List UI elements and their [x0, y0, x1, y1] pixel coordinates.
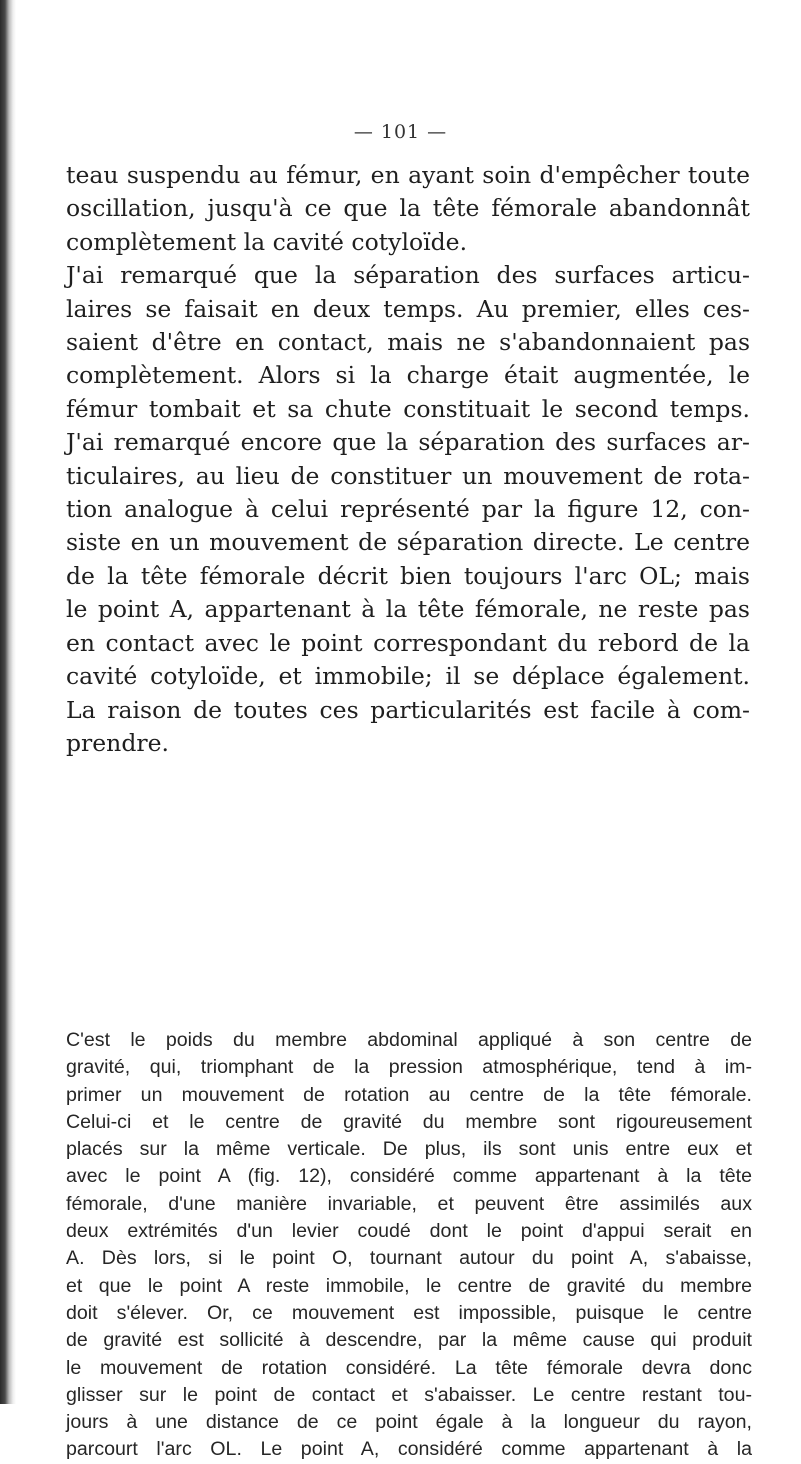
main-line: prendre. [66, 728, 169, 757]
note-line: Celui-ci et le centre de gravité du membre sont rigoureusement [66, 1110, 752, 1133]
note-line: glisser sur le point de contact et s'abaisser. Le centre restant tou- [66, 1383, 752, 1406]
note-line: A. Dès lors, si le point O, tournant autour du point A, s'abaisse, [66, 1247, 752, 1270]
main-line: en contact avec le point correspondant du rebord de la [66, 628, 750, 657]
note-line: placés sur la même verticale. De plus, ils sont unis entre eux et [66, 1138, 752, 1161]
note-line: deux extrémités d'un levier coudé dont le point d'appui serait en [66, 1220, 752, 1243]
main-line: complètement. Alors si la charge était augmentée, le [66, 361, 750, 390]
main-line: teau suspendu au fémur, en ayant soin d'empêcher toute [66, 161, 750, 189]
note-line: doit s'élever. Or, ce mouvement est impossible, puisque le centre [66, 1301, 752, 1324]
main-paragraph [66, 159, 750, 760]
note-line: parcourt l'arc OL. Le point A, considéré comme appartenant à la [66, 1438, 752, 1461]
main-line: complètement la cavité cotyloïde. [66, 227, 468, 256]
note-line: de gravité est sollicité à descendre, par la même cause qui produit [66, 1329, 752, 1352]
note-line: primer un mouvement de rotation au centre de la tête fémorale. [66, 1083, 752, 1106]
page-number: — 101 — [353, 121, 448, 143]
main-line: La raison de toutes ces particularités est facile à com- [66, 695, 750, 724]
main-line: ticulaires, au lieu de constituer un mouvement de rota- [66, 461, 750, 490]
main-line: J'ai remarqué que la séparation des surfaces articu- [66, 261, 750, 290]
main-line: cavité cotyloïde, et immobile; il se déplace également. [66, 662, 750, 691]
main-line: de la tête fémorale décrit bien toujours l'arc OL; mais [66, 561, 750, 590]
main-line: laires se faisait en deux temps. Au premier, elles ces- [66, 294, 750, 323]
main-line: siste en un mouvement de séparation directe. Le centre [66, 528, 750, 557]
note-line: gravité, qui, triomphant de la pression atmosphérique, tend à im- [66, 1056, 752, 1079]
main-line: oscillation, jusqu'à ce que la tête fémorale abandonnât [66, 194, 750, 223]
note-line: le mouvement de rotation considéré. La tête fémorale devra donc [66, 1356, 752, 1379]
main-line: tion analogue à celui représenté par la figure 12, con- [66, 495, 750, 524]
note-paragraph [66, 1027, 752, 1464]
main-line: saient d'être en contact, mais ne s'abandonnaient pas [66, 328, 750, 357]
note-line: fémorale, d'une manière invariable, et peuvent être assimilés aux [66, 1192, 752, 1215]
note-line: avec le point A (fig. 12), considéré comme appartenant à la tête [66, 1165, 752, 1188]
note-line: jours à une distance de ce point égale à la longueur du rayon, [66, 1411, 752, 1434]
page-binding-edge [0, 0, 16, 1404]
main-line: le point A, appartenant à la tête fémorale, ne reste pas [66, 595, 750, 624]
note-line: et que le point A reste immobile, le centre de gravité du membre [66, 1274, 752, 1297]
main-line: fémur tombait et sa chute constituait le second temps. [66, 394, 750, 423]
note-line: C'est le poids du membre abdominal appliqué à son centre de [66, 1029, 752, 1051]
main-line: J'ai remarqué encore que la séparation des surfaces ar- [66, 428, 750, 457]
